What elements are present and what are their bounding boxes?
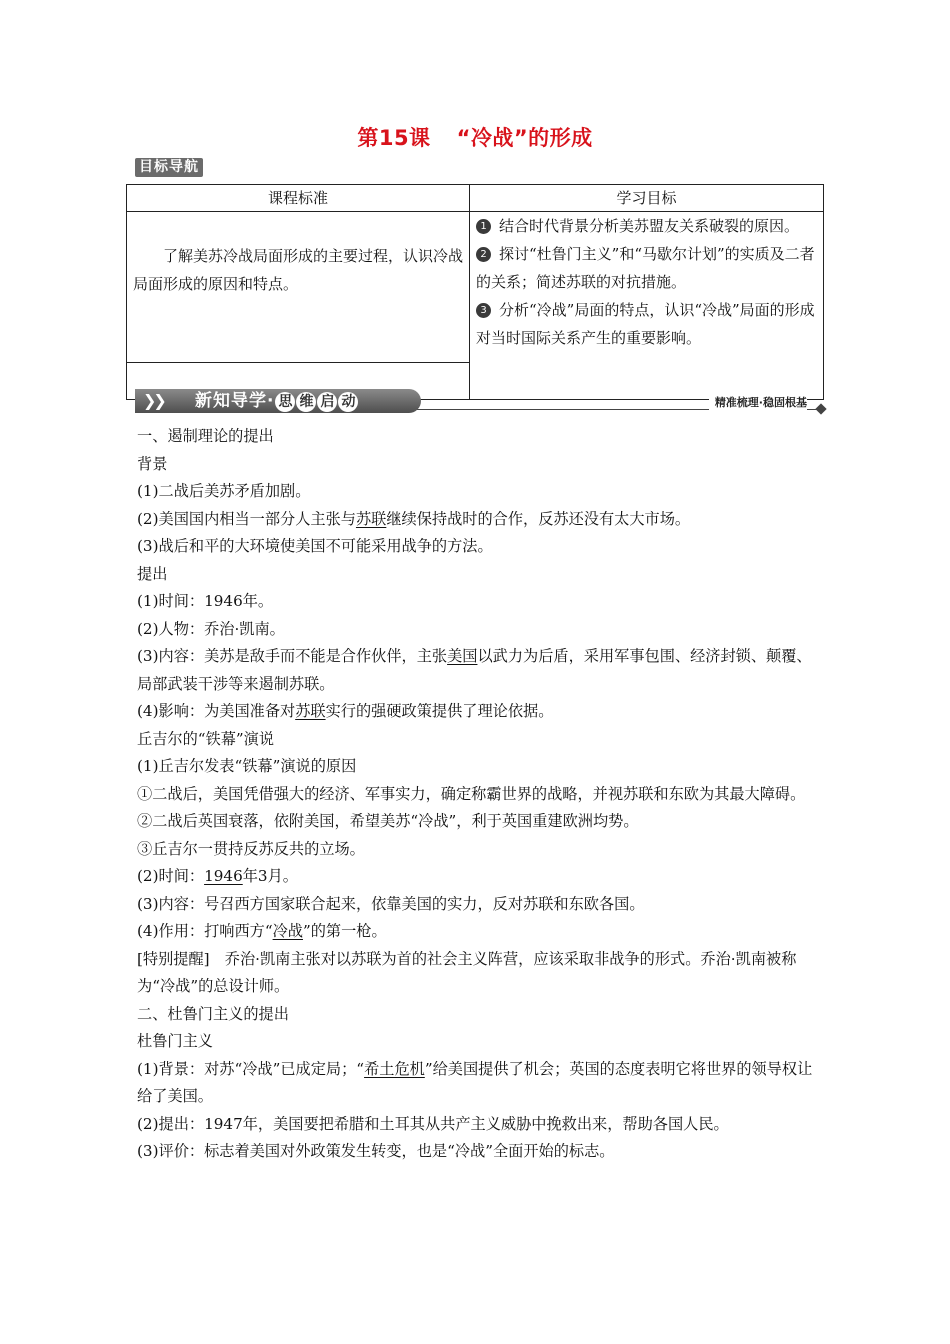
number-2-icon: 2 <box>476 247 491 262</box>
subheading: 背景 <box>137 454 168 473</box>
diamond-icon <box>815 403 826 414</box>
paragraph: (1)时间：1946年。 <box>137 592 274 610</box>
paragraph: (1)丘吉尔发表“铁幕”演说的原因 <box>137 757 357 775</box>
banner-bar <box>135 389 421 413</box>
number-3-icon: 3 <box>476 303 491 318</box>
lesson-content <box>137 423 817 1166</box>
paragraph: (3)内容：号召西方国家联合起来，依靠美国的实力，反对苏联和东欧各国。 <box>137 894 645 913</box>
number-1-icon: 1 <box>476 219 491 234</box>
subheading: 丘吉尔的“铁幕”演说 <box>137 729 275 748</box>
lesson-number: 第15课 <box>357 126 431 150</box>
paragraph: (2)提出：1947年，美国要把希腊和土耳其从共产主义威胁中挽救出来，帮助各国人民。 <box>137 1114 729 1133</box>
objective-item: 1 结合时代背景分析美苏盟友关系破裂的原因。 <box>476 212 817 240</box>
paragraph: ①二战后，美国凭借强大的经济、军事实力，确定称霸世界的战略，并视苏联和东欧为其最大障碍。 <box>137 784 806 803</box>
objectives-cell <box>470 212 824 400</box>
paragraph: (3)内容：美苏是敌手而不能是合作伙伴，主张美国以武力为后盾，采用军事包围、经济封锁、颠覆、局部武装干涉等来遏制苏联。 <box>137 647 812 693</box>
lesson-topic: “冷战”的形成 <box>456 126 593 150</box>
goals-table <box>126 184 824 400</box>
section-heading: 一、遏制理论的提出 <box>137 427 274 445</box>
paragraph: (2)美国国内相当一部分人主张与苏联继续保持战时的合作，反苏还没有太大市场。 <box>137 509 691 528</box>
goals-badge: 目标导航 <box>135 158 203 177</box>
subheading: 提出 <box>137 564 168 583</box>
course-standard: 了解美苏冷战局面形成的主要过程，认识冷战局面形成的原因和特点。 <box>127 212 470 363</box>
objective-item: 2 探讨“杜鲁门主义”和“马歇尔计划”的实质及二者的关系；简述苏联的对抗措施。 <box>476 245 815 291</box>
subheading: 杜鲁门主义 <box>137 1032 213 1050</box>
double-chevron-icon: ❯❯ <box>143 391 164 410</box>
page-title <box>0 122 950 152</box>
paragraph: ③丘吉尔一贯持反苏反共的立场。 <box>137 839 365 858</box>
objective-item: 3 分析“冷战”局面的特点，认识“冷战”局面的形成对当时国际关系产生的重要影响。 <box>476 301 815 347</box>
paragraph: (2)人物：乔治·凯南。 <box>137 619 285 638</box>
paragraph: (1)背景：对苏“冷战”已成定局；“希土危机”给美国提供了机会；英国的态度表明它将世界的领导权让给了美国。 <box>137 1059 813 1105</box>
objective-header: 学习目标 <box>470 185 824 212</box>
paragraph: (2)时间：1946年3月。 <box>137 867 298 885</box>
paragraph: (4)影响：为美国准备对苏联实行的强硬政策提供了理论依据。 <box>137 702 554 720</box>
paragraph: ②二战后英国衰落，依附美国，希望美苏“冷战”，利于英国重建欧洲均势。 <box>137 812 639 830</box>
paragraph: (3)战后和平的大环境使美国不可能采用战争的方法。 <box>137 537 493 555</box>
section-heading: 二、杜鲁门主义的提出 <box>137 1004 289 1023</box>
special-reminder: [特别提醒] 乔治·凯南主张对以苏联为首的社会主义阵营，应该采取非战争的形式。乔治·凯南被称为“冷战”的总设计师。 <box>137 949 797 995</box>
paragraph: (1)二战后美苏矛盾加剧。 <box>137 482 311 500</box>
paragraph: (3)评价：标志着美国对外政策发生转变，也是“冷战”全面开始的标志。 <box>137 1142 615 1160</box>
standard-header: 课程标准 <box>127 185 470 212</box>
paragraph: (4)作用：打响西方“冷战”的第一枪。 <box>137 922 387 940</box>
banner-tagline: 精准梳理·稳固根基 <box>709 394 807 410</box>
banner-label: 新知导学· 思 维 启 动 <box>195 390 358 412</box>
section-banner <box>135 389 825 415</box>
